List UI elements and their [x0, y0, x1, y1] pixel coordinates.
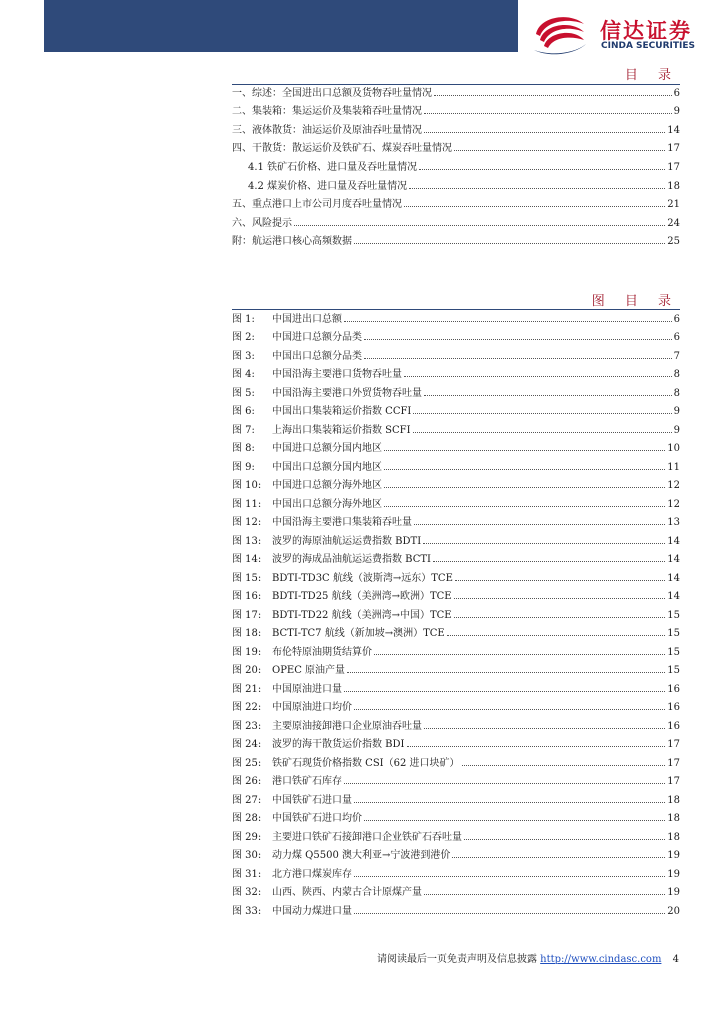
figure-entry-label: 图 14:	[232, 554, 262, 565]
figure-entry[interactable]	[232, 732, 680, 751]
toc-entry-text: 六、风险提示	[232, 217, 292, 229]
leader-dots	[454, 617, 666, 618]
figure-entry-page: 15	[667, 665, 680, 676]
figure-entry[interactable]	[232, 510, 680, 529]
figure-entry-label: 图 28:	[232, 813, 262, 824]
toc-entry-text: 四、干散货：散运运价及铁矿石、煤炭吞吐量情况	[232, 143, 452, 155]
figure-entry-title: 北方港口煤炭库存	[272, 868, 352, 880]
figure-entry-title: 中国动力煤进口量	[272, 905, 352, 917]
figure-entry-title: 港口铁矿石库存	[272, 776, 342, 787]
toc-entry[interactable]	[232, 117, 680, 136]
figure-entry-page: 12	[667, 480, 680, 491]
figure-entry[interactable]	[232, 343, 680, 362]
figure-entry[interactable]	[232, 806, 680, 825]
figure-entry-page: 17	[667, 757, 680, 769]
leader-dots	[354, 243, 665, 244]
figure-entry-label: 图 21:	[232, 683, 262, 695]
figure-entry-title: BDTI-TD22 航线（美洲湾→中国）TCE	[272, 609, 452, 621]
figure-entry-title: 波罗的海干散货运价指数 BDI	[272, 739, 405, 750]
toc-entry-text: 一、综述：全国进出口总额及货物吞吐量情况	[232, 87, 432, 99]
figure-entry-page: 8	[673, 369, 680, 380]
toc-entry-text: 二、集装箱：集运运价及集装箱吞吐量情况	[232, 106, 422, 118]
figure-entry-label: 图 12:	[232, 517, 262, 528]
figure-entry-label: 图 25:	[232, 757, 262, 769]
figure-entry-page: 14	[667, 572, 680, 584]
figure-entry-page: 16	[667, 702, 680, 713]
figure-entry-label: 图 1:	[232, 313, 255, 325]
header-bar	[44, 0, 518, 52]
footer-page-number: 4	[672, 954, 679, 965]
figure-entry[interactable]	[232, 880, 680, 899]
figure-entry-title: 布伦特原油期货结算价	[272, 646, 372, 658]
figure-entry[interactable]	[232, 547, 680, 566]
toc-entry-text: 附：航运港口核心高频数据	[232, 236, 352, 248]
figure-entry-page: 19	[667, 868, 680, 880]
figure-entry[interactable]	[232, 621, 680, 640]
leader-dots	[354, 876, 665, 877]
leader-dots	[364, 339, 672, 340]
toc-entry-page: 17	[667, 143, 680, 155]
figure-entry[interactable]	[232, 528, 680, 547]
figure-entry-page: 15	[667, 609, 680, 621]
leader-dots	[384, 487, 665, 488]
figure-entry-title: 主要进口铁矿石接卸港口企业铁矿石吞吐量	[272, 831, 462, 843]
leader-dots	[464, 839, 665, 840]
figure-entry-title: 主要原油接卸港口企业原油吞吐量	[272, 720, 422, 732]
figure-entry-label: 图 24:	[232, 739, 262, 750]
figure-entry-title: 中国出口集装箱运价指数 CCFI	[272, 406, 412, 417]
figure-entry-title: BCTI-TC7 航线（新加坡→澳洲）TCE	[272, 628, 445, 639]
figure-entry-label: 图 33:	[232, 905, 262, 917]
leader-dots	[374, 654, 665, 655]
figure-entry-page: 16	[667, 683, 680, 695]
figure-entry-title: 中国铁矿石进口均价	[272, 813, 362, 824]
figure-entry-label: 图 10:	[232, 480, 262, 491]
leader-dots	[414, 524, 665, 525]
figure-entry-title: 中国进口总额分海外地区	[272, 480, 382, 491]
figure-entry-page: 19	[667, 887, 680, 898]
leader-dots	[419, 169, 665, 170]
leader-dots	[452, 857, 665, 858]
figure-entry[interactable]	[232, 399, 680, 418]
toc-entry[interactable]	[232, 192, 680, 211]
leader-dots	[454, 598, 666, 599]
figure-entry-page: 6	[673, 332, 680, 343]
figure-entry-label: 图 18:	[232, 628, 262, 639]
toc-entry-page: 21	[667, 199, 680, 211]
figure-entry[interactable]	[232, 584, 680, 603]
figure-entry-title: BDTI-TD3C 航线（波斯湾→远东）TCE	[272, 572, 453, 584]
figure-entry[interactable]	[232, 861, 680, 880]
figure-entry[interactable]	[232, 417, 680, 436]
figure-entry-label: 图 9:	[232, 461, 255, 473]
toc-entry[interactable]	[232, 80, 680, 99]
figure-entry[interactable]	[232, 898, 680, 917]
figure-entry-label: 图 26:	[232, 776, 262, 787]
leader-dots	[364, 358, 672, 359]
leader-dots	[294, 225, 665, 226]
leader-dots	[344, 691, 665, 692]
figure-entry-label: 图 23:	[232, 720, 262, 732]
leader-dots	[347, 672, 665, 673]
page-footer	[377, 950, 679, 965]
toc-entry[interactable]	[232, 229, 680, 248]
figure-entry-page: 7	[673, 350, 680, 362]
toc-subentry[interactable]	[232, 154, 680, 173]
figure-entry[interactable]	[232, 602, 680, 621]
figure-entry-page: 16	[667, 720, 680, 732]
figure-entry-label: 图 15:	[232, 572, 262, 584]
figure-entry-page: 19	[667, 850, 680, 861]
figure-entry-label: 图 31:	[232, 868, 262, 880]
leader-dots	[344, 783, 665, 784]
leader-dots	[413, 432, 672, 433]
figure-entry-title: 中国出口总额分国内地区	[272, 461, 382, 473]
figure-entry[interactable]	[232, 750, 680, 769]
leader-dots	[423, 543, 665, 544]
figure-entry-label: 图 32:	[232, 887, 262, 898]
leader-dots	[407, 746, 666, 747]
figure-entry-page: 14	[667, 535, 680, 547]
leader-dots	[424, 894, 665, 895]
figure-entry[interactable]	[232, 325, 680, 344]
figure-entry-page: 6	[673, 313, 680, 325]
toc-entry[interactable]	[232, 136, 680, 155]
leader-dots	[424, 113, 672, 114]
figure-list-title: 图 目 录	[591, 294, 679, 309]
logo-english-name: CINDA SECURITIES	[601, 41, 695, 51]
toc-entry-text: 三、液体散货：油运运价及原油吞吐量情况	[232, 124, 422, 136]
toc-entry-text: 4.1 铁矿石价格、进口量及吞吐量情况	[248, 161, 418, 173]
figure-entry-title: 中国出口总额分海外地区	[272, 498, 382, 510]
figure-entry[interactable]	[232, 362, 680, 381]
leader-dots	[404, 376, 672, 377]
figure-entry-page: 9	[673, 406, 680, 417]
figure-entry[interactable]	[232, 769, 680, 788]
leader-dots	[354, 709, 665, 710]
toc-entry-page: 6	[673, 87, 680, 99]
figure-entry[interactable]	[232, 824, 680, 843]
figure-entry-label: 图 11:	[232, 498, 262, 510]
figure-entry[interactable]	[232, 454, 680, 473]
company-logo	[530, 10, 710, 56]
toc-entry-page: 25	[667, 236, 680, 248]
toc-title: 目 录	[624, 68, 679, 83]
toc-entry-page: 24	[667, 217, 680, 229]
figure-entry-title: 上海出口集装箱运价指数 SCFI	[272, 424, 411, 436]
toc-entry[interactable]	[232, 99, 680, 118]
list-of-figures	[232, 306, 680, 917]
figure-entry-label: 图 30:	[232, 850, 262, 861]
figure-entry-page: 17	[667, 776, 680, 787]
figure-entry-label: 图 17:	[232, 609, 262, 621]
figure-entry-page: 10	[667, 443, 680, 454]
leader-dots	[424, 132, 665, 133]
leader-dots	[424, 395, 672, 396]
figure-entry-label: 图 27:	[232, 794, 262, 806]
figure-entry-page: 15	[667, 628, 680, 639]
figure-entry-label: 图 13:	[232, 535, 262, 547]
figure-entry-title: 山西、陕西、内蒙古合计原煤产量	[272, 887, 422, 898]
figure-entry-page: 18	[667, 813, 680, 824]
logo-chinese-name: 信达证券	[600, 19, 692, 43]
figure-entry[interactable]	[232, 843, 680, 862]
figure-entry-title: 中国进出口总额	[272, 313, 342, 325]
figure-entry[interactable]	[232, 380, 680, 399]
figure-entry[interactable]	[232, 639, 680, 658]
figure-entry-title: 波罗的海成品油航运运费指数 BCTI	[272, 554, 431, 565]
toc-subentry[interactable]	[232, 173, 680, 192]
figure-entry-title: 中国出口总额分品类	[272, 350, 362, 362]
toc-entry[interactable]	[232, 210, 680, 229]
figure-entry-page: 9	[673, 424, 680, 436]
leader-dots	[424, 728, 665, 729]
leader-dots	[409, 188, 665, 189]
figure-entry-page: 17	[667, 739, 680, 750]
figure-entry-title: 中国进口总额分国内地区	[272, 443, 382, 454]
figure-entry-title: 中国原油进口量	[272, 683, 342, 695]
figure-entry[interactable]	[232, 695, 680, 714]
toc-entry-page: 17	[667, 161, 680, 173]
leader-dots	[462, 765, 666, 766]
table-of-contents	[232, 80, 680, 247]
toc-entry-page: 9	[673, 106, 680, 118]
toc-entry-page: 18	[667, 180, 680, 192]
figure-entry-title: 铁矿石现货价格指数 CSI（62 进口块矿）	[272, 757, 460, 769]
leader-dots	[384, 506, 665, 507]
figure-entry[interactable]	[232, 787, 680, 806]
leader-dots	[434, 95, 672, 96]
toc-entry-text: 五、重点港口上市公司月度吞吐量情况	[232, 199, 402, 211]
footer-disclaimer: 请阅读最后一页免责声明及信息披露	[376, 954, 537, 965]
figure-entry-title: OPEC 原油产量	[272, 665, 346, 676]
figure-entry-label: 图 16:	[232, 591, 262, 602]
figure-entry-page: 15	[667, 646, 680, 658]
figure-entry-page: 12	[667, 498, 680, 510]
figure-entry[interactable]	[232, 491, 680, 510]
leader-dots	[384, 450, 665, 451]
toc-entry-page: 14	[667, 124, 680, 136]
leader-dots	[364, 820, 665, 821]
figure-entry-page: 18	[667, 831, 680, 843]
figure-entry-title: 中国原油进口均价	[272, 702, 352, 713]
figure-entry[interactable]	[232, 473, 680, 492]
figure-entry[interactable]	[232, 306, 680, 325]
figure-entry-label: 图 2:	[232, 332, 255, 343]
cinda-logo-icon	[530, 10, 588, 56]
figure-entry-title: 中国铁矿石进口量	[272, 794, 352, 806]
leader-dots	[404, 206, 665, 207]
leader-dots	[344, 321, 672, 322]
figure-entry-title: 波罗的海原油航运运费指数 BDTI	[272, 535, 422, 547]
leader-dots	[413, 413, 671, 414]
leader-dots	[433, 561, 665, 562]
figure-entry-page: 14	[667, 554, 680, 565]
figure-entry-label: 图 19:	[232, 646, 262, 658]
leader-dots	[447, 635, 666, 636]
figure-entry-label: 图 6:	[232, 406, 255, 417]
figure-entry-label: 图 3:	[232, 350, 255, 362]
figure-entry[interactable]	[232, 436, 680, 455]
figure-entry-title: BDTI-TD25 航线（美洲湾→欧洲）TCE	[272, 591, 452, 602]
leader-dots	[384, 469, 665, 470]
figure-entry-title: 中国进口总额分品类	[272, 332, 362, 343]
leader-dots	[454, 150, 665, 151]
figure-entry-label: 图 20:	[232, 665, 262, 676]
figure-entry-page: 14	[667, 591, 680, 602]
figure-entry-title: 中国沿海主要港口集装箱吞吐量	[272, 517, 412, 528]
figure-entry-page: 13	[667, 517, 680, 528]
figure-entry-label: 图 4:	[232, 369, 255, 380]
figure-entry-label: 图 5:	[232, 387, 255, 399]
toc-entry-text: 4.2 煤炭价格、进口量及吞吐量情况	[248, 180, 408, 192]
figure-entry[interactable]	[232, 713, 680, 732]
leader-dots	[455, 580, 665, 581]
leader-dots	[354, 802, 665, 803]
figure-entry-page: 11	[667, 461, 680, 473]
figure-entry-title: 动力煤 Q5500 澳大利亚→宁波港到港价	[272, 850, 451, 861]
figure-entry[interactable]	[232, 676, 680, 695]
figure-entry-page: 18	[667, 794, 680, 806]
figure-entry-title: 中国沿海主要港口货物吞吐量	[272, 369, 402, 380]
figure-entry-label: 图 8:	[232, 443, 255, 454]
figure-entry-label: 图 22:	[232, 702, 262, 713]
figure-entry[interactable]	[232, 658, 680, 677]
figure-entry-page: 20	[667, 905, 680, 917]
figure-entry-page: 8	[673, 387, 680, 399]
figure-entry-label: 图 29:	[232, 831, 262, 843]
figure-entry[interactable]	[232, 565, 680, 584]
leader-dots	[354, 913, 665, 914]
figure-entry-title: 中国沿海主要港口外贸货物吞吐量	[272, 387, 422, 399]
footer-website-link[interactable]: http://www.cindasc.com	[540, 954, 662, 965]
figure-entry-label: 图 7:	[232, 424, 255, 436]
